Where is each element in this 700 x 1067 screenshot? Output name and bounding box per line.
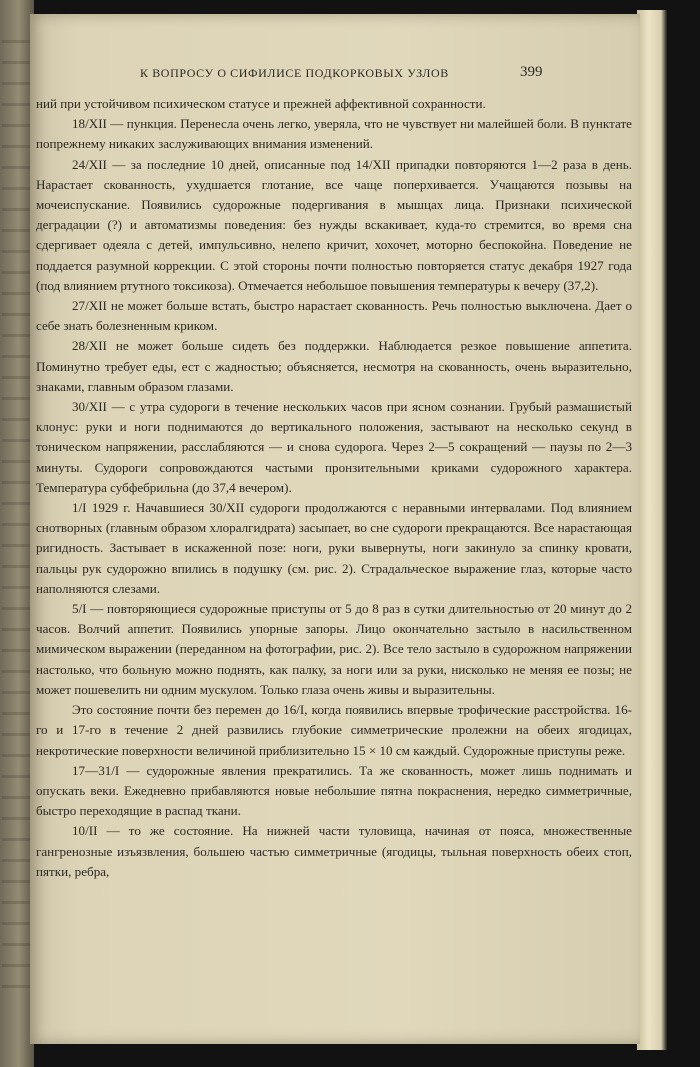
paragraph: 5/I — повторяющиеся судорожные приступы от 5 до 8 раз в сутки длительностью от 20 минут до 2 часов. Волчий аппетит. Появились упорные запоры. Лицо окончательно застыло в насильственном мимическом выражении (переданном на фотографии, рис. 2). Все тело застыло в судорожном напряжении настолько, что больную можно поднять, как палку, за ноги или за руки, нисколько не меняя ее позы; не может пошевелить ни одним мускулом. Только глаза очень живы и выразительны. [36,601,632,697]
paragraph: Это состояние почти без перемен до 16/I, когда появились впервые трофические расстройства. 16-го и 17-го в течение 2 дней развились глубокие симметрические пролежни на обеих ягодицах, некротические поверхности величиной приблизительно 15 × 10 см каждый. Судорожные приступы реже. [36,702,632,758]
body-text [36,94,632,882]
paragraph: 24/XII — за последние 10 дней, описанные под 14/XII припадки повторяются 1—2 раза в день. Нарастает скованность, ухудшается глотание, все чаще поперхивается. Учащаются позывы на мочеиспускание. Появились судорожные подергивания в мышцах лица. Признаки психической деградации (?) и автоматизмы поведения: без нужды вскакивает, куда-то стремится, во время сна сдергивает одеяла с детей, импульсивно, нелепо кричит, хохочет, моторно беспокойна. Поведение не поддается разумной коррекции. С этой стороны почти полностью повторяется статус декабря 1927 года (под влиянием ртутного токсикоза). Отмечается небольшое повышения температуры к вечеру (37,2). [36,156,632,293]
facing-page-text-shadow [2,40,30,1000]
paragraph: 17—31/I — судорожные явления прекратились. Та же скованность, может лишь поднимать и опускать веки. Ежедневно прибавляются новые небольшие пятна покраснения, нередко симметричные, быстро переходящие в распад ткани. [36,762,632,819]
paragraph: 18/XII — пункция. Перенесла очень легко, уверяла, что не чувствует ни малейшей боли. В пунктате попрежнему никаких заслуживающих внимания изменений. [36,116,632,152]
running-head [30,64,640,88]
paragraph: 27/XII не может больше встать, быстро нарастает скованность. Речь полностью выключена. Дает о себе знать болезненным криком. [36,298,632,334]
paragraph: 28/XII не может больше сидеть без поддержки. Наблюдается резкое повышение аппетита. Поминутно требует еды, ест с жадностью; объясняется, несмотря на скованность, очень выразительно, знаками, главным образом глазами. [36,338,632,394]
paragraph: 1/I 1929 г. Начавшиеся 30/XII судороги продолжаются с неравными интервалами. Под влиянием снотворных (главным образом хлоралгидрата) засыпает, во сне судороги прекращаются. Все нарастающая ригидность. Застывает в искаженной позе: ноги, руки вывернуты, ноги закинуло за спинку кровати, пальцы рук судорожно впились в подушку (см. рис. 2). Страдальческое выражение глаз, которые часто наполняются слезами. [36,500,632,596]
running-title: К ВОПРОСУ О СИФИЛИСЕ ПОДКОРКОВЫХ УЗЛОВ [140,66,449,80]
page-number: 399 [520,64,543,80]
book-page [30,14,640,1044]
facing-page-edge [0,0,34,1067]
book-page-edges [637,10,667,1050]
paragraph: 30/XII — с утра судороги в течение нескольких часов при ясном сознании. Грубый размашистый клонус: руки и ноги поднимаются до вертикального положения, застывают на несколько секунд в тоническом напряжении, расслабляются — и снова судорога. Через 2—5 сокращений — паузы по 2—3 минуты. Судороги сопровождаются частыми пронзительными криками судорожного характера. Температура субфебрильна (до 37,4 вечером). [36,399,632,495]
paragraph: 10/II — то же состояние. На нижней части туловища, начиная от пояса, множественные гангренозные изъязвления, большею частью симметричные (ягодицы, тыльная поверхность обеих стоп, пятки, ребра, [36,823,632,879]
paragraph: ний при устойчивом психическом статусе и прежней аффективной сохранности. [36,96,486,111]
